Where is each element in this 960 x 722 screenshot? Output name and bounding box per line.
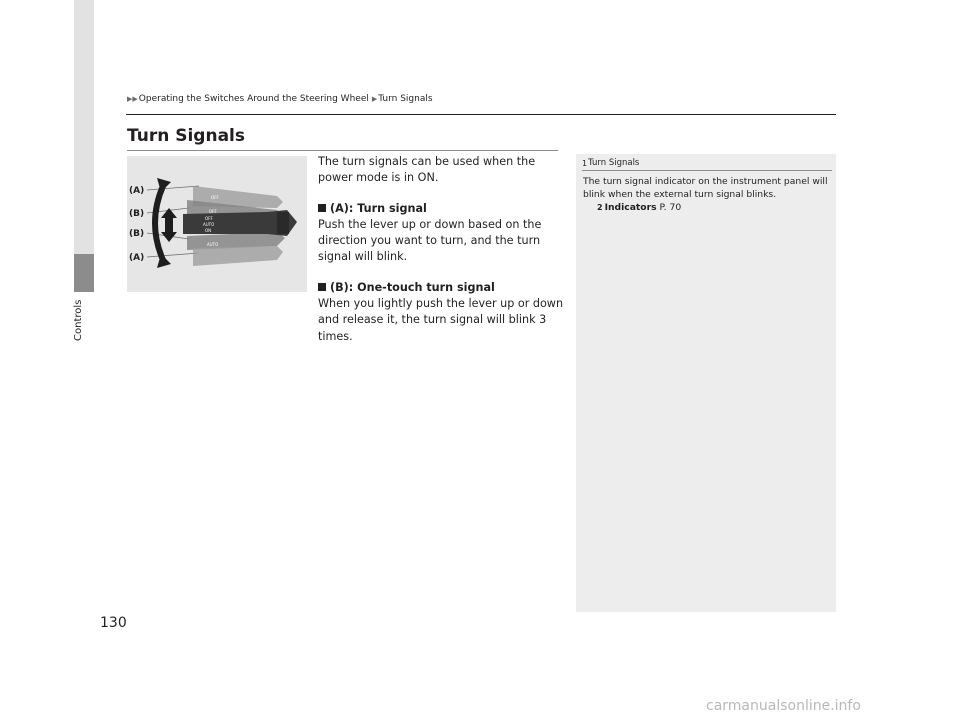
reference-label[interactable]: Indicators [604,201,657,213]
lever-marking: OFF [205,216,213,221]
note-body [583,176,833,214]
leader-line [147,186,199,190]
square-bullet-icon [318,204,326,212]
figure-label-a-top: (A) [129,186,145,196]
watermark: carmanualsonline.info [706,698,861,714]
arrow-down-small-icon [161,226,177,242]
square-bullet-icon [318,283,326,291]
lever-marking: AUTO [207,242,219,247]
figure-label-b-bottom: (B) [129,229,145,239]
body-text [318,154,564,345]
chapter-tab [74,0,94,254]
breadcrumb-arrow-icon: ▶▶ [127,95,138,103]
chapter-tab-marker [74,254,94,292]
reference-arrow-icon: 2 [597,202,603,212]
note-number-icon: 1 [582,158,588,168]
lever-ghost-lower [193,246,283,266]
lever-tip [277,212,289,234]
note-header [582,158,639,168]
note-title: Turn Signals [588,158,640,168]
turn-signal-lever-illustration [127,156,307,292]
figure-label-b-top: (B) [129,209,145,219]
note-text: The turn signal indicator on the instrument panel will blink when the external turn signal blinks. [583,176,828,200]
one-touch-paragraph: When you lightly push the lever up or down and release it, the turn signal will blink 3 times. [318,297,564,343]
note-reference[interactable] [597,202,833,215]
chapter-label: Controls [73,300,84,342]
intro-paragraph: The turn signals can be used when the power mode is in ON. [318,155,536,185]
subhead-one-touch [318,280,564,296]
lever-range-arc [155,186,163,260]
turn-signal-paragraph: Push the lever up or down based on the direction you want to turn, and the turn signal will blink. [318,217,542,264]
reference-page[interactable]: P. 70 [659,201,682,213]
page-title: Turn Signals [127,126,245,146]
note-rule [582,170,832,171]
figure-label-a-bottom: (A) [129,253,145,263]
lever-marking: OFF [211,195,219,200]
breadcrumb-arrow-icon: ▶ [371,95,378,103]
lever-marking: OFF [209,209,217,214]
lever-diagram [127,156,307,292]
breadcrumb-item[interactable]: Turn Signals [378,94,433,104]
lever-marking: AUTO [203,222,215,227]
breadcrumb-item[interactable]: Operating the Switches Around the Steering Wheel [138,94,369,104]
leader-line [147,253,199,257]
note-sidebar [576,154,836,612]
title-rule [127,150,558,151]
page-number: 130 [100,615,127,631]
subhead-title: (A): Turn signal [330,201,427,215]
breadcrumb [126,94,435,104]
lever-marking: ON [205,228,212,233]
header-rule [126,114,836,115]
subhead-title: (B): One-touch turn signal [330,280,495,294]
subhead-turn-signal [318,201,564,217]
